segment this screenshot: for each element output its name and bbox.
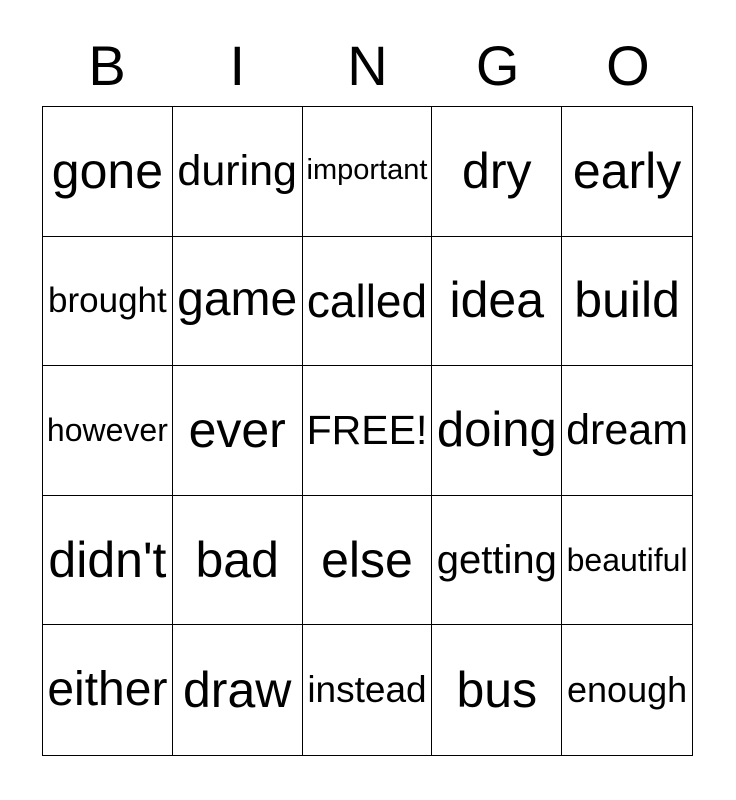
cell-word: beautiful: [566, 541, 688, 578]
cell-word: build: [574, 272, 680, 329]
cell-word: early: [572, 142, 682, 199]
cell-word: dream: [566, 405, 689, 454]
cell-word: however: [46, 411, 168, 448]
bingo-cell[interactable]: [303, 107, 433, 237]
cell-word: during: [177, 146, 297, 195]
bingo-cell[interactable]: [432, 107, 562, 237]
title-letter-b: B: [88, 34, 126, 97]
bingo-cell[interactable]: [173, 107, 303, 237]
cell-word: instead: [307, 668, 427, 710]
bingo-cell[interactable]: [562, 366, 692, 496]
cell-word: idea: [449, 272, 545, 329]
bingo-cell[interactable]: [432, 237, 562, 367]
bingo-cell[interactable]: [432, 625, 562, 755]
cell-word: brought: [48, 280, 167, 320]
bingo-cell[interactable]: [173, 625, 303, 755]
bingo-cell[interactable]: [43, 107, 173, 237]
bingo-cell[interactable]: [303, 625, 433, 755]
cell-word: else: [321, 531, 413, 588]
cell-word: called: [306, 274, 428, 327]
free-cell[interactable]: [303, 366, 433, 496]
bingo-cell[interactable]: [43, 496, 173, 626]
bingo-cell[interactable]: [173, 496, 303, 626]
cell-word: bus: [456, 661, 538, 718]
bingo-cell[interactable]: [303, 237, 433, 367]
cell-word: getting: [436, 538, 557, 583]
bingo-cell[interactable]: [43, 237, 173, 367]
cell-word: draw: [183, 661, 292, 718]
bingo-title: [42, 36, 693, 96]
bingo-cell[interactable]: [173, 366, 303, 496]
bingo-cell[interactable]: [43, 366, 173, 496]
bingo-cell[interactable]: [303, 496, 433, 626]
cell-word: gone: [51, 142, 164, 199]
bingo-cell[interactable]: [432, 366, 562, 496]
bingo-cell[interactable]: [562, 107, 692, 237]
bingo-cell[interactable]: [562, 496, 692, 626]
bingo-cell[interactable]: [562, 625, 692, 755]
cell-word: FREE!: [306, 406, 428, 453]
bingo-cell[interactable]: [173, 237, 303, 367]
cell-word: bad: [195, 531, 279, 588]
bingo-cell[interactable]: [43, 625, 173, 755]
title-letter-o: O: [606, 34, 650, 97]
bingo-cell[interactable]: [432, 496, 562, 626]
cell-word: ever: [188, 401, 286, 458]
cell-word: important: [306, 154, 428, 187]
cell-word: either: [47, 662, 168, 716]
title-letter-i: I: [229, 34, 246, 97]
cell-word: game: [177, 273, 298, 327]
cell-word: doing: [436, 402, 557, 457]
cell-word: didn't: [48, 531, 167, 588]
bingo-card-grid: [42, 106, 693, 756]
bingo-cell[interactable]: [562, 237, 692, 367]
cell-word: dry: [462, 142, 532, 199]
cell-word: enough: [567, 669, 688, 711]
title-letter-g: G: [475, 34, 520, 97]
title-letter-n: N: [347, 34, 388, 97]
